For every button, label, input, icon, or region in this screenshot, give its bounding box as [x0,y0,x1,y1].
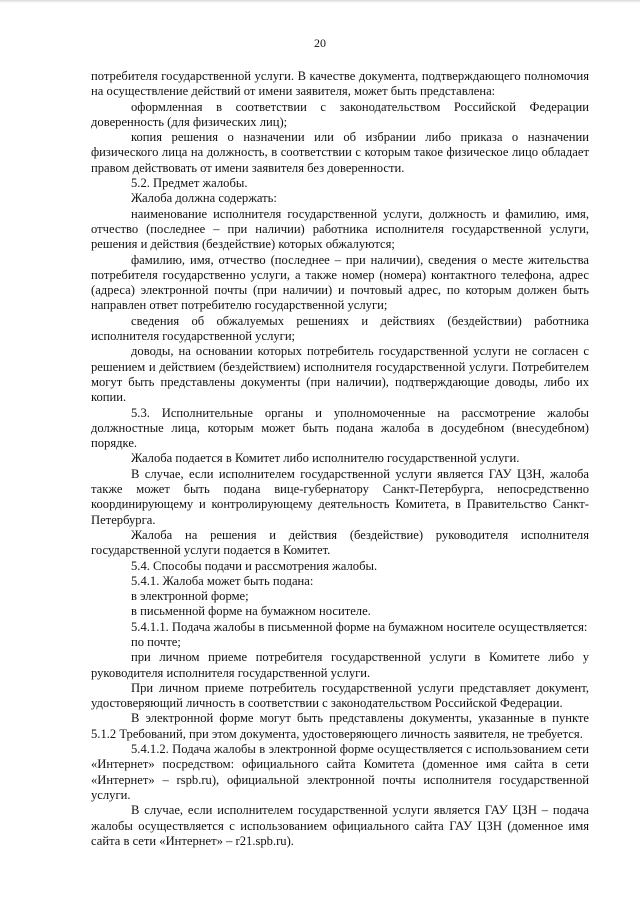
paragraph: Жалоба подается в Комитет либо исполнителю государственной услуги. [131,451,520,466]
paragraph: копия решения о назначении или об избрании либо приказа о назначении физического лица на должность, в соответствии с которым такое физическое лицо обладает правом действовать от имени заявителя без доверенности. [91,130,589,175]
paragraph: наименование исполнителя государственной услуги, должность и фамилию, имя, отчество (последнее – при наличии) работника исполнителя государственной услуги, решения и действия (бездействие) которых обжалуются; [91,206,589,252]
paragraph: по почте; [131,634,181,649]
paragraph: 5.4. Способы подачи и рассмотрения жалобы. [131,558,378,573]
paragraph: 5.4.1. Жалоба может быть подана: [131,573,314,588]
paragraph: в письменной форме на бумажном носителе. [131,604,371,619]
paragraph: при личном приеме потребителя государственной услуги в Комитете либо у руководителя исполнителя государственной услуги. [91,650,589,680]
paragraph: Жалоба на решения и действия (бездействие) руководителя исполнителя государственной услуги подается в Комитет. [91,527,589,558]
page-number: 20 [314,36,326,50]
paragraph: фамилию, имя, отчество (последнее – при наличии), сведения о месте жительства потребителя государственно услуги, а также номер (номера) контактного телефона, адрес (адреса) электронной почты (при наличии) и почтовый адрес, по которым должен быть направлен ответ потребителю государственной услуги; [91,252,589,313]
paragraph: 5.2. Предмет жалобы. [131,176,248,191]
scan-edge-decoration [0,0,640,3]
paragraph: В электронной форме могут быть представлены документы, указанные в пункте 5.1.2 Требований, при этом документа, удостоверяющего личность заявителя, не требуется. [91,711,589,741]
body-text [91,69,589,849]
paragraph: доводы, на основании которых потребитель государственной услуги не согласен с решением и действием (бездействием) исполнителя государственной услуги. Потребителем могут быть представлены документы (при наличии), подтверждающие доводы, либо их копии. [91,344,589,405]
paragraph: Жалоба должна содержать: [131,191,277,206]
paragraph: В случае, если исполнителем государственной услуги является ГАУ ЦЗН – подача жалобы осуществляется с использованием официального сайта ГАУ ЦЗН (доменное имя сайта в сети «Интернет» – r21.spb.ru). [91,803,589,848]
paragraph: При личном приеме потребитель государственной услуги представляет документ, удостоверяющий личность в соответствии с законодательством Российской Федерации. [91,680,589,711]
paragraph: 5.4.1.2. Подача жалобы в электронной форме осуществляется с использованием сети «Интернет» посредством: официального сайта Комитета (доменное имя сайта в сети «Интернет» – rspb.ru), официальной электронной почты исполнителя государственной услуги. [91,742,589,802]
paragraph: оформленная в соответствии с законодательством Российской Федерации доверенность (для физических лиц); [91,99,589,129]
paragraph: в электронной форме; [131,589,249,604]
paragraph: 5.3. Исполнительные органы и уполномоченные на рассмотрение жалобы должностные лица, которым может быть подана жалоба в досудебном (внесудебном) порядке. [91,405,589,451]
paragraph: В случае, если исполнителем государственной услуги является ГАУ ЦЗН, жалоба также может быть подана вице-губернатору Санкт-Петербурга, непосредственно координирующему и контролирующему деятельность Комитета, в Правительство Санкт-Петербурга. [91,466,589,527]
paragraph: 5.4.1.1. Подача жалобы в письменной форме на бумажном носителе осуществляется: [131,619,588,634]
paragraph: сведения об обжалуемых решениях и действиях (бездействии) работника исполнителя государственной услуги; [91,313,589,344]
paragraph: потребителя государственной услуги. В качестве документа, подтверждающего полномочия на осуществление действий от имени заявителя, может быть представлена: [91,69,589,99]
